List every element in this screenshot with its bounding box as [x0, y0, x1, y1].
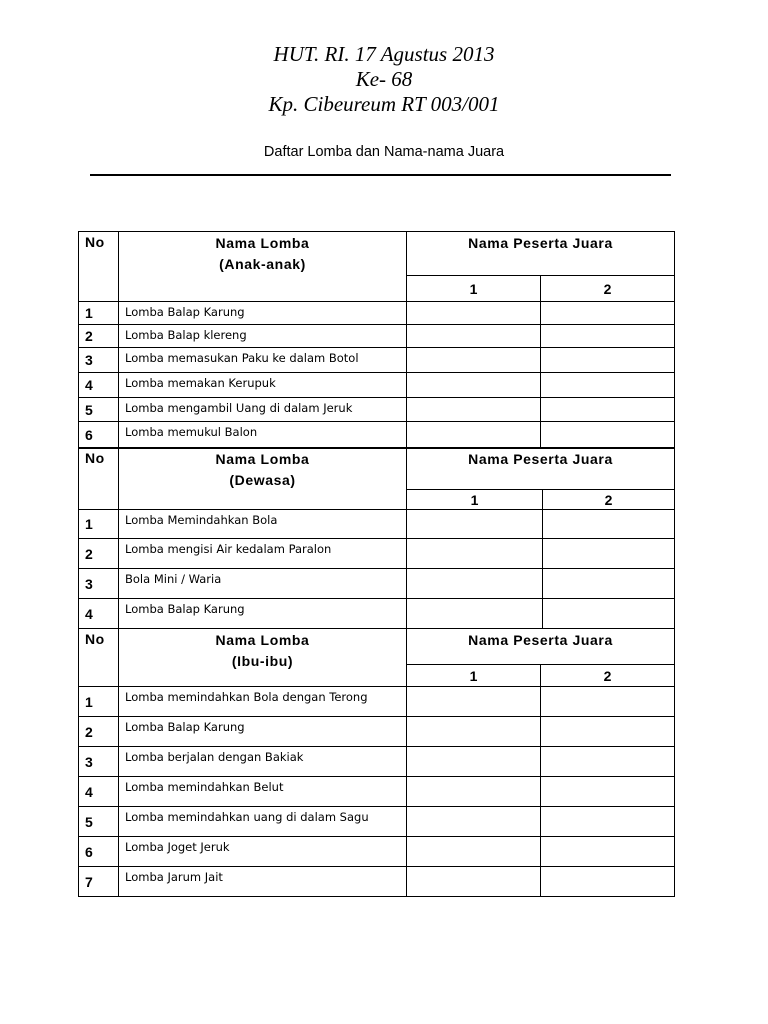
- event-name: Lomba Memindahkan Bola: [119, 510, 407, 539]
- row-number: 1: [79, 687, 119, 717]
- table-row: [79, 348, 675, 373]
- row-number: 2: [79, 325, 119, 348]
- juara-1-cell: [407, 348, 541, 373]
- header-rank-1: 1: [407, 665, 541, 687]
- juara-1-cell: [407, 302, 541, 325]
- juara-1-cell: [407, 687, 541, 717]
- nama-lomba-label: Nama Lomba: [215, 451, 310, 467]
- table-row: [79, 867, 675, 897]
- juara-1-cell: [407, 837, 541, 867]
- header-nama-lomba: [119, 448, 407, 510]
- header-rank-2: 2: [543, 490, 675, 510]
- juara-2-cell: [541, 837, 675, 867]
- juara-1-cell: [407, 599, 543, 629]
- juara-2-cell: [541, 348, 675, 373]
- juara-1-cell: [407, 539, 543, 569]
- table-dewasa: [78, 447, 675, 629]
- juara-2-cell: [541, 325, 675, 348]
- table-row: [79, 717, 675, 747]
- table-row: [79, 422, 675, 449]
- category-label: (Ibu-ibu): [231, 653, 294, 669]
- event-name: Lomba memakan Kerupuk: [119, 373, 407, 398]
- header-nama-lomba: [119, 232, 407, 302]
- header-nama-lomba: [119, 629, 407, 687]
- juara-2-cell: [541, 373, 675, 398]
- event-name: Lomba Jarum Jait: [119, 867, 407, 897]
- row-number: 2: [79, 717, 119, 747]
- juara-1-cell: [407, 398, 541, 422]
- table-row: [79, 510, 675, 539]
- title-line-1: HUT. RI. 17 Agustus 2013: [273, 42, 495, 66]
- juara-1-cell: [407, 569, 543, 599]
- juara-2-cell: [541, 747, 675, 777]
- event-name: Lomba berjalan dengan Bakiak: [119, 747, 407, 777]
- juara-2-cell: [541, 717, 675, 747]
- event-name: Lomba Balap Karung: [119, 302, 407, 325]
- juara-2-cell: [543, 510, 675, 539]
- header-peserta-juara: Nama Peserta Juara: [407, 232, 675, 276]
- event-name: Lomba mengambil Uang di dalam Jeruk: [119, 398, 407, 422]
- title-line-3: Kp. Cibeureum RT 003/001: [268, 92, 500, 116]
- juara-1-cell: [407, 867, 541, 897]
- juara-2-cell: [543, 599, 675, 629]
- table-row: [79, 325, 675, 348]
- table-row: [79, 807, 675, 837]
- event-name: Lomba memindahkan Belut: [119, 777, 407, 807]
- header-peserta-juara: Nama Peserta Juara: [407, 448, 675, 490]
- table-row: [79, 569, 675, 599]
- row-number: 1: [79, 302, 119, 325]
- event-name: Lomba memindahkan uang di dalam Sagu: [119, 807, 407, 837]
- header-rank-2: 2: [541, 665, 675, 687]
- header-divider: [90, 174, 671, 176]
- event-name: Lomba memasukan Paku ke dalam Botol: [119, 348, 407, 373]
- table-row: [79, 747, 675, 777]
- juara-1-cell: [407, 422, 541, 449]
- table-ibu-ibu: [78, 628, 675, 897]
- juara-2-cell: [541, 777, 675, 807]
- row-number: 6: [79, 422, 119, 449]
- table-row: [79, 599, 675, 629]
- row-number: 4: [79, 599, 119, 629]
- table-row: [79, 373, 675, 398]
- table-row: [79, 539, 675, 569]
- row-number: 7: [79, 867, 119, 897]
- header-rank-2: 2: [541, 276, 675, 302]
- header-no: No: [79, 448, 119, 510]
- juara-1-cell: [407, 373, 541, 398]
- row-number: 4: [79, 373, 119, 398]
- category-label: (Dewasa): [229, 472, 296, 488]
- juara-1-cell: [407, 747, 541, 777]
- table-row: [79, 302, 675, 325]
- table-anak-anak: [78, 231, 675, 449]
- row-number: 2: [79, 539, 119, 569]
- row-number: 1: [79, 510, 119, 539]
- table-row: [79, 777, 675, 807]
- title-line-2: Ke- 68: [355, 67, 413, 91]
- header-rank-1: 1: [407, 276, 541, 302]
- juara-2-cell: [543, 569, 675, 599]
- juara-2-cell: [541, 422, 675, 449]
- nama-lomba-label: Nama Lomba: [215, 632, 310, 648]
- row-number: 3: [79, 569, 119, 599]
- juara-2-cell: [541, 867, 675, 897]
- header-rank-1: 1: [407, 490, 543, 510]
- table-row: [79, 837, 675, 867]
- category-label: (Anak-anak): [219, 256, 306, 272]
- table-row: [79, 398, 675, 422]
- juara-1-cell: [407, 807, 541, 837]
- table-row: [79, 687, 675, 717]
- event-name: Lomba Balap Karung: [119, 717, 407, 747]
- juara-1-cell: [407, 777, 541, 807]
- nama-lomba-label: Nama Lomba: [215, 235, 310, 251]
- event-name: Lomba Balap Karung: [119, 599, 407, 629]
- juara-2-cell: [541, 687, 675, 717]
- juara-1-cell: [407, 510, 543, 539]
- event-name: Bola Mini / Waria: [119, 569, 407, 599]
- event-name: Lomba Joget Jeruk: [119, 837, 407, 867]
- document-subtitle: Daftar Lomba dan Nama-nama Juara: [263, 144, 505, 160]
- event-name: Lomba memindahkan Bola dengan Terong: [119, 687, 407, 717]
- juara-1-cell: [407, 325, 541, 348]
- row-number: 5: [79, 807, 119, 837]
- event-name: Lomba Balap klereng: [119, 325, 407, 348]
- juara-2-cell: [541, 398, 675, 422]
- juara-2-cell: [541, 807, 675, 837]
- juara-1-cell: [407, 717, 541, 747]
- juara-2-cell: [541, 302, 675, 325]
- row-number: 6: [79, 837, 119, 867]
- row-number: 4: [79, 777, 119, 807]
- header-peserta-juara: Nama Peserta Juara: [407, 629, 675, 665]
- header-no: No: [79, 629, 119, 687]
- event-name: Lomba mengisi Air kedalam Paralon: [119, 539, 407, 569]
- header-no: No: [79, 232, 119, 302]
- juara-2-cell: [543, 539, 675, 569]
- row-number: 5: [79, 398, 119, 422]
- event-name: Lomba memukul Balon: [119, 422, 407, 449]
- row-number: 3: [79, 747, 119, 777]
- row-number: 3: [79, 348, 119, 373]
